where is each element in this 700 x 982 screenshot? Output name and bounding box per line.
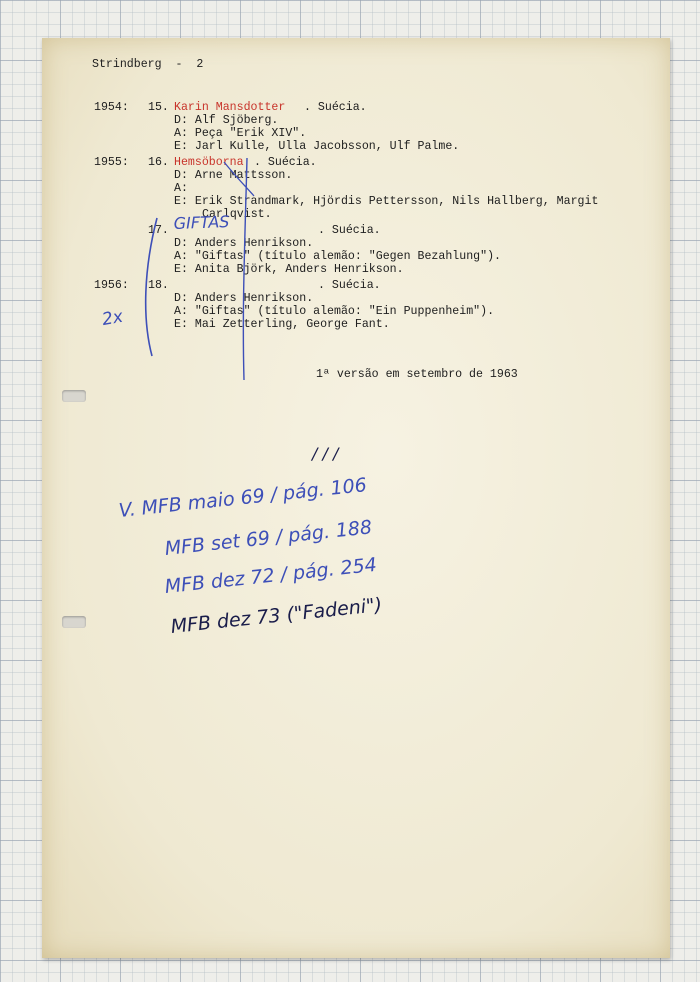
entry-15-number: 15. [148,101,169,114]
entry-17-number: 17. [148,224,169,237]
handwritten-reference-3: MFB dez 72 / pág. 254 [163,553,378,598]
entry-15-country: . Suécia. [304,101,367,114]
version-note: 1ª versão em setembro de 1963 [316,368,518,381]
diagonal-pen-line [224,162,254,196]
entry-18-director: D: Anders Henrikson. [174,292,314,305]
entry-17-handwritten-title: GIFTAS [173,212,230,233]
entry-16-cast-cont: Carlqvist. [202,208,272,221]
entry-18-country: . Suécia. [318,279,381,292]
entry-15-title: Karin Mansdotter [174,101,286,114]
entry-18-cast: E: Mai Zetterling, George Fant. [174,318,390,331]
separator-marks: / / / [312,444,339,463]
margin-note: 2x [100,306,125,330]
vertical-pen-line [243,158,247,380]
entry-18-number: 18. [148,279,169,292]
entry-17-country: . Suécia. [318,224,381,237]
handwritten-reference-2: MFB set 69 / pág. 188 [163,516,374,560]
entry-15-cast: E: Jarl Kulle, Ulla Jacobsson, Ulf Palme. [174,140,460,153]
entry-15-source: A: Peça "Erik XIV". [174,127,307,140]
entry-16-year: 1955: [94,156,129,169]
entry-18-year: 1956: [94,279,129,292]
page-header: Strindberg - 2 [92,58,204,71]
entry-16-number: 16. [148,156,169,169]
entry-16-director: D: Arne Mattsson. [174,169,293,182]
entry-16-cast: E: Erik Strandmark, Hjördis Pettersson, Nils Hallberg, Margit [174,195,599,208]
handwritten-reference-4: MFB dez 73 ("Fadeni") [169,593,384,638]
entry-17-source: A: "Giftas" (título alemão: "Gegen Bezahlung"). [174,250,501,263]
entry-16-source: A: [174,182,188,195]
document-sheet [42,38,670,958]
bracket-mark [146,218,157,356]
entry-16-title: Hemsöborna [174,156,244,169]
entry-16-country: . Suécia. [254,156,317,169]
entry-17-cast: E: Anita Björk, Anders Henrikson. [174,263,404,276]
entry-18-source: A: "Giftas" (título alemão: "Ein Puppenheim"). [174,305,495,318]
entry-15-director: D: Alf Sjöberg. [174,114,279,127]
entry-15-year: 1954: [94,101,129,114]
handwritten-reference-1: V. MFB maio 69 / pág. 106 [117,474,368,522]
entry-17-director: D: Anders Henrikson. [174,237,314,250]
